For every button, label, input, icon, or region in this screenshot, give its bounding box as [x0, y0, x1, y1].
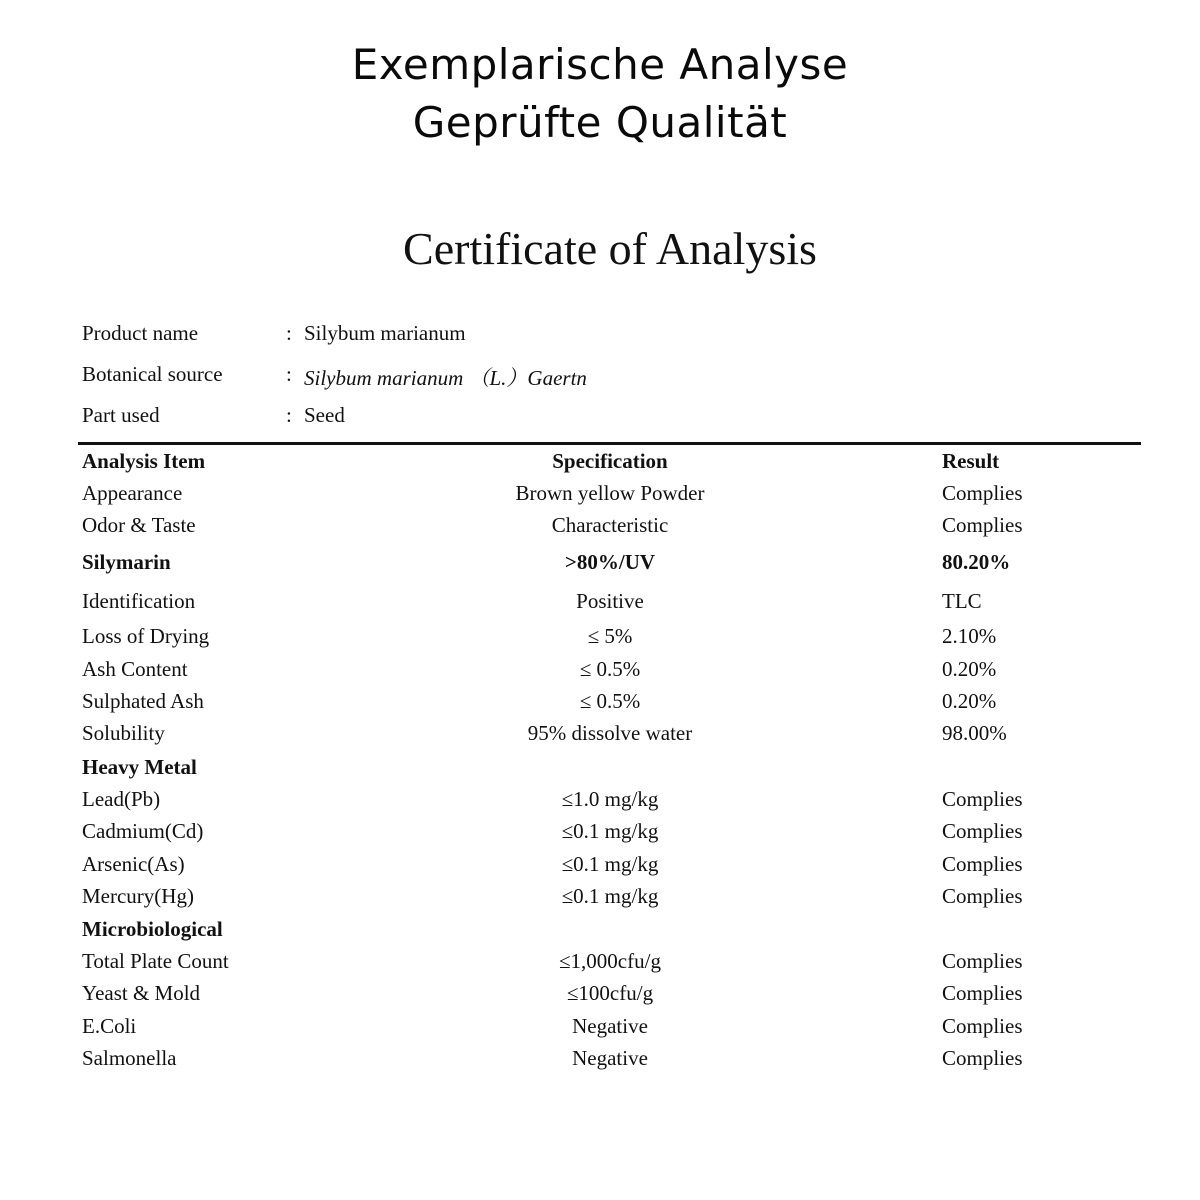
table-row	[0, 624, 1200, 654]
info-label: Part used	[82, 403, 160, 427]
table-row	[0, 689, 1200, 719]
result: Complies	[942, 819, 1023, 843]
result: Complies	[942, 513, 1023, 537]
specification: Negative	[572, 1014, 648, 1038]
analysis-item: Arsenic(As)	[82, 852, 185, 876]
analysis-item: E.Coli	[82, 1014, 137, 1038]
analysis-item: Silymarin	[82, 550, 171, 574]
specification: Negative	[572, 1046, 648, 1070]
table-row	[0, 657, 1200, 687]
column-header-specification: Specification	[552, 449, 668, 473]
section-heading-microbiological	[0, 917, 1200, 947]
info-colon: :	[286, 403, 292, 427]
analysis-item: Odor & Taste	[82, 513, 196, 537]
specification: ≤0.1 mg/kg	[561, 819, 659, 843]
result: 2.10%	[942, 624, 997, 648]
result: 0.20%	[942, 657, 997, 681]
header-divider	[78, 442, 1141, 445]
result: Complies	[942, 852, 1023, 876]
analysis-item: Loss of Drying	[82, 624, 210, 648]
table-row	[0, 513, 1200, 543]
info-value: Silybum marianum	[304, 321, 466, 345]
table-row	[0, 1014, 1200, 1044]
analysis-item: Lead(Pb)	[82, 787, 161, 811]
info-value: Seed	[304, 403, 345, 427]
analysis-item: Yeast & Mold	[82, 981, 201, 1005]
table-row	[0, 550, 1200, 580]
analysis-item: Microbiological	[82, 917, 223, 941]
specification: Characteristic	[551, 513, 669, 537]
specification: ≤ 5%	[587, 624, 633, 648]
analysis-item: Heavy Metal	[82, 755, 197, 779]
analysis-item: Sulphated Ash	[82, 689, 204, 713]
analysis-item: Identification	[82, 589, 196, 613]
result: 98.00%	[942, 721, 1007, 745]
table-row	[0, 589, 1200, 619]
header-title-line-1: Exemplarische Analyse	[351, 40, 849, 89]
info-value: Silybum marianum （L.）Gaertn	[304, 366, 587, 390]
result: Complies	[942, 481, 1023, 505]
analysis-item: Solubility	[82, 721, 165, 745]
result: Complies	[942, 1046, 1023, 1070]
table-row	[0, 787, 1200, 817]
table-row	[0, 721, 1200, 751]
table-row	[0, 481, 1200, 511]
specification: ≤1.0 mg/kg	[561, 787, 659, 811]
certificate-title: Certificate of Analysis	[403, 223, 817, 274]
result: 80.20%	[942, 550, 1011, 574]
analysis-item: Ash Content	[82, 657, 188, 681]
column-header-analysis-item: Analysis Item	[82, 449, 206, 473]
specification: ≤0.1 mg/kg	[561, 884, 659, 908]
result: Complies	[942, 884, 1023, 908]
analysis-item: Salmonella	[82, 1046, 177, 1070]
column-header-result: Result	[942, 449, 1000, 473]
analysis-item: Cadmium(Cd)	[82, 819, 204, 843]
table-row	[0, 981, 1200, 1011]
table-row	[0, 884, 1200, 914]
specification: ≤100cfu/g	[566, 981, 654, 1005]
section-heading-heavy-metal	[0, 755, 1200, 785]
specification: ≤ 0.5%	[579, 689, 641, 713]
specification: ≤0.1 mg/kg	[561, 852, 659, 876]
result: Complies	[942, 949, 1023, 973]
table-row	[0, 852, 1200, 882]
info-colon: :	[286, 362, 292, 386]
specification: ≤1,000cfu/g	[559, 949, 661, 973]
result: Complies	[942, 981, 1023, 1005]
specification: ≤ 0.5%	[579, 657, 641, 681]
header-title-line-2: Geprüfte Qualität	[412, 98, 788, 147]
info-label: Botanical source	[82, 362, 223, 386]
result: Complies	[942, 1014, 1023, 1038]
specification: Brown yellow Powder	[515, 481, 705, 505]
analysis-item: Mercury(Hg)	[82, 884, 194, 908]
result: 0.20%	[942, 689, 997, 713]
table-row	[0, 1046, 1200, 1076]
table-row	[0, 819, 1200, 849]
analysis-item: Total Plate Count	[82, 949, 229, 973]
result: TLC	[942, 589, 982, 613]
result: Complies	[942, 787, 1023, 811]
table-header-row	[0, 449, 1200, 479]
specification: 95% dissolve water	[527, 721, 693, 745]
info-colon: :	[286, 321, 292, 345]
table-row	[0, 949, 1200, 979]
specification: >80%/UV	[564, 550, 656, 574]
info-label: Product name	[82, 321, 199, 345]
analysis-item: Appearance	[82, 481, 183, 505]
specification: Positive	[576, 589, 644, 613]
